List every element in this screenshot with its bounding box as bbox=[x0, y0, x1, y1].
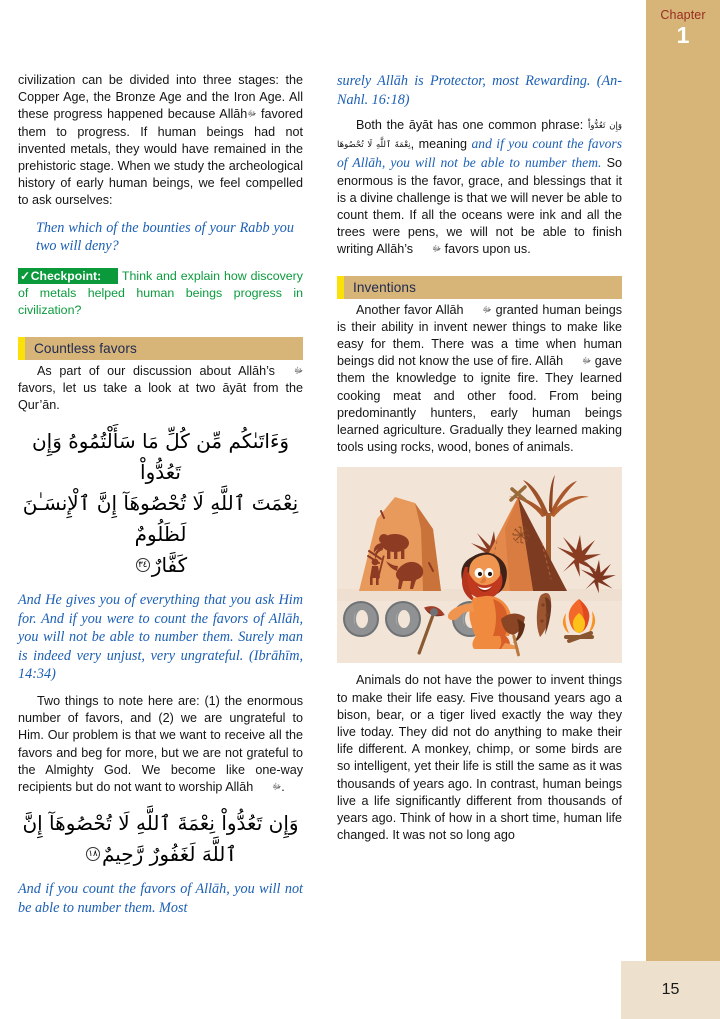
checkpoint-tag: ✓Checkpoint: bbox=[18, 268, 118, 284]
right-paragraph-3 bbox=[337, 672, 622, 844]
left-paragraph-3 bbox=[18, 693, 303, 796]
allah-glyph-icon: ﷻ bbox=[247, 109, 257, 119]
ayah-1-line-1: وَءَاتَىٰكُم مِّن كُلِّ مَا سَأَلْتُمُوهُ وَإِن تَعُدُّواْ bbox=[31, 429, 290, 485]
section-heading-inventions-label: Inventions bbox=[353, 279, 416, 295]
allah-glyph-icon: ﷻ bbox=[272, 781, 282, 791]
checkpoint-text: Think and explain how discovery of metals helped human beings progress in civilization? bbox=[18, 268, 303, 318]
right-paragraph-3-text: Animals do not have the power to invent things to make their life easy. Five thousand years ago a bison, bear, or a tiger lived exactly the way they live today. They did not do anything to make their life different. A monkey, chimp, or some birds are so intelligent, yet their life is still the same as it was thousands of years ago. In contrast, human beings live a life significantly different from thousands of years ago. Think of how in a short time, human life changed. It was not so long ago bbox=[337, 673, 622, 843]
right-paragraph-1-italic: and if you count the favors of Allāh, you will not be able to number them. bbox=[337, 136, 622, 171]
ayah-1-line-3 bbox=[18, 550, 303, 581]
allah-glyph-icon: ﷻ bbox=[482, 304, 492, 314]
left-quote-2: And He gives you of everything that you ask Him for. And if you were to count the favors of Allāh, you will not be able to number them. Surely man is indeed very unjust, very ungrateful. (Ibrāhīm, 14:34) bbox=[18, 592, 303, 683]
left-paragraph-3-text: Two things to note here are: (1) the enormous number of favors, and (2) we are ungrateful to Him. Our problem is that we want to receive all the favors and beg for more, but we are not grateful to the Almighty God. We become like one-way recipients but do not want to worship Allāh ﷻ. bbox=[18, 693, 303, 794]
left-paragraph-1-text: civilization can be divided into three stages: the Copper Age, the Bronze Age and the Iron Age. All these progress happened because Allāhﷻ favored them to progress. If human beings had not invented metals, they would have remained in the prehistoric stage. When we study the archeological history of early human beings, we feel compelled to ask ourselves: bbox=[18, 73, 303, 208]
ayah-2-endmark: ١٨ bbox=[86, 847, 100, 861]
ayah-1-endmark: ٣٤ bbox=[136, 558, 150, 572]
section-heading-label: Countless favors bbox=[34, 340, 137, 356]
allah-glyph-icon: ﷻ bbox=[582, 356, 592, 366]
right-paragraph-2-c: gave them the knowledge to ignite fire. They learned cooking meat and other food. From being predominantly hunters, early human beings learned agriculture. Gradually they learned making tools using rocks, wood, bones of animals. bbox=[337, 354, 622, 455]
section-heading-countless-favors bbox=[18, 337, 303, 360]
chapter-label: Chapter bbox=[660, 8, 706, 22]
left-paragraph-2-text: As part of our discussion about Allāh’s ﷻ favors, let us take a look at two āyāt from the Qur’ān. bbox=[18, 363, 303, 413]
left-paragraph-2 bbox=[18, 363, 303, 415]
ayah-verse-2 bbox=[18, 808, 303, 870]
right-paragraph-2-b: granted human beings is their ability in invent newer things to make like easy for them. There was a time when human beings did not know the use of fire. Allāh bbox=[337, 302, 623, 369]
ayah-2-line-1: وَإِن تَعُدُّواْ نِعْمَةَ ٱللَّهِ لَا تُحْصُوهَآ إِنَّ bbox=[22, 811, 299, 836]
illustration-svg bbox=[337, 467, 622, 663]
checkpoint-block bbox=[18, 268, 303, 320]
side-rail bbox=[646, 0, 720, 961]
right-paragraph-1 bbox=[337, 117, 622, 259]
right-paragraph-2 bbox=[337, 302, 622, 457]
right-quote-top: surely Allāh is Protector, most Rewarding. (An-Nahl. 16:18) bbox=[337, 73, 622, 108]
right-paragraph-1-b: , meaning bbox=[410, 137, 472, 152]
right-inline-arabic: وَإِن تَعُدُّواْ نِعْمَةَ ٱللَّهِ لَا تُحْصُوهَا bbox=[337, 121, 622, 151]
allah-glyph-icon: ﷻ bbox=[293, 365, 303, 375]
ayah-2-line-2-text: ٱللَّهَ لَغَفُورٌ رَّحِيمٌ bbox=[101, 842, 238, 867]
right-paragraph-1-a: Both the āyāt has one common phrase: bbox=[356, 118, 588, 132]
ayah-1-line-3-text: كَفَّارٌ bbox=[151, 553, 188, 578]
left-column bbox=[18, 72, 303, 926]
right-column bbox=[337, 72, 622, 846]
page-number-box bbox=[621, 961, 720, 1019]
left-quote-3: And if you count the favors of Allāh, you will not be able to number them. Most bbox=[18, 881, 303, 916]
ayah-2-line-2 bbox=[18, 839, 303, 870]
ayah-verse-1 bbox=[18, 426, 303, 581]
right-paragraph-2-a: Another favor Allāh bbox=[356, 302, 464, 317]
page-number: 15 bbox=[661, 981, 680, 998]
ayah-1-line-2: نِعْمَتَ ٱللَّهِ لَا تُحْصُوهَآ إِنَّ ٱلْإِنسَـٰنَ لَظَلُومٌ bbox=[22, 491, 299, 547]
section-heading-inventions bbox=[337, 276, 622, 299]
chapter-number: 1 bbox=[676, 21, 690, 48]
right-paragraph-1-d: favors upon us. bbox=[441, 242, 531, 257]
allah-glyph-icon: ﷻ bbox=[432, 244, 442, 254]
chapter-tab bbox=[646, 0, 720, 62]
left-paragraph-1 bbox=[18, 72, 303, 210]
left-quote-1: Then which of the bounties of your Rabb you two will deny? bbox=[36, 219, 294, 255]
prehistoric-scene-illustration bbox=[337, 467, 622, 663]
right-paragraph-1-c: So enormous is the favor, grace, and blessings that it is a divine challenge is that we will never be able to count them. If all the oceans were ink and all the trees were pens, we will not be able to finish writing Allāh’s bbox=[337, 156, 623, 257]
